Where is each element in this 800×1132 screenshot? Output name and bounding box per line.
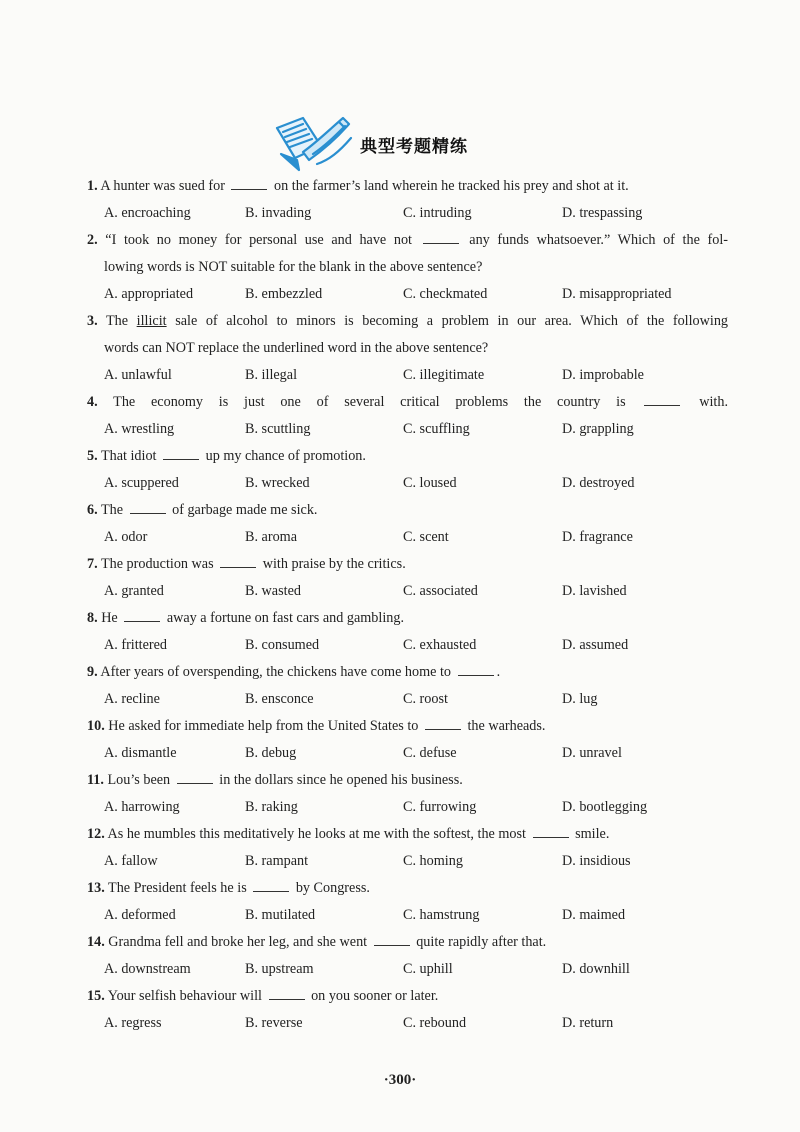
stem-text-before: The [100, 502, 123, 518]
answer-blank [425, 717, 461, 730]
stem-text-after: quite rapidly after that. [416, 934, 547, 950]
question-item [0, 443, 800, 497]
option-d[interactable]: D. insidious [562, 853, 631, 869]
option-b[interactable]: B. illegal [245, 367, 298, 383]
section-header [0, 112, 800, 172]
stem-text-after: with praise by the critics. [262, 556, 406, 572]
question-number: 12. [87, 826, 105, 842]
option-c[interactable]: C. exhausted [403, 637, 477, 653]
stem-text-after: with. [699, 394, 729, 410]
question-stem-continued: words can NOT replace the underlined word in the above sentence? [104, 340, 489, 356]
question-stem [87, 551, 728, 578]
answer-blank [533, 825, 569, 838]
stem-text-before: “I took no money for personal use and have not [105, 232, 412, 248]
question-number: 8. [87, 610, 98, 626]
option-a[interactable]: A. recline [104, 691, 160, 707]
option-row [0, 794, 800, 821]
question-item [0, 227, 800, 308]
option-d[interactable]: D. assumed [562, 637, 629, 653]
stem-text-after: on you sooner or later. [311, 988, 439, 1004]
option-a[interactable]: A. encroaching [104, 205, 191, 221]
stem-text-before: That idiot [100, 448, 157, 464]
option-d[interactable]: D. lug [562, 691, 598, 707]
page-number: ·300· [383, 1072, 417, 1088]
option-row [0, 470, 800, 497]
option-b[interactable]: B. scuttling [245, 421, 311, 437]
stem-text-before: A hunter was sued for [100, 178, 225, 194]
answer-blank [644, 393, 680, 406]
option-row [0, 740, 800, 767]
option-a[interactable]: A. wrestling [104, 421, 175, 437]
stem-text-after: smile. [575, 826, 610, 842]
stem-text-before: As he mumbles this meditatively he looks at me with the softest, the most [107, 826, 526, 842]
question-item [0, 389, 800, 443]
option-b[interactable]: B. reverse [245, 1015, 303, 1031]
option-row [0, 1010, 800, 1037]
answer-blank [231, 177, 267, 190]
option-row [0, 632, 800, 659]
stem-text-before: After years of overspending, the chickens have come home to [100, 664, 452, 680]
question-number: 9. [87, 664, 98, 680]
option-a[interactable]: A. scuppered [104, 475, 179, 491]
question-stem [87, 497, 728, 524]
question-stem [87, 983, 728, 1010]
question-item [0, 875, 800, 929]
option-d[interactable]: D. trespassing [562, 205, 643, 221]
stem-text-after: the warheads. [467, 718, 546, 734]
stem-text-after: any funds whatsoever.” Which of the fol- [469, 232, 728, 248]
option-d[interactable]: D. improbable [562, 367, 644, 383]
option-d[interactable]: D. return [562, 1015, 614, 1031]
option-b[interactable]: B. aroma [245, 529, 298, 545]
option-a[interactable]: A. harrowing [104, 799, 180, 815]
option-d[interactable]: D. downhill [562, 961, 630, 977]
option-row [0, 281, 800, 308]
question-number: 1. [87, 178, 98, 194]
option-b[interactable]: B. embezzled [245, 286, 323, 302]
stem-text-after: in the dollars since he opened his business. [219, 772, 463, 788]
answer-blank [163, 447, 199, 460]
question-item [0, 929, 800, 983]
question-item [0, 551, 800, 605]
question-stem [87, 308, 728, 335]
option-b[interactable]: B. rampant [245, 853, 309, 869]
question-stem-continued: lowing words is NOT suitable for the blank in the above sentence? [104, 259, 483, 275]
answer-blank [423, 231, 459, 244]
stem-text-after: away a fortune on fast cars and gambling. [166, 610, 404, 626]
question-stem [87, 173, 728, 200]
question-list [0, 173, 800, 1037]
question-item [0, 713, 800, 767]
option-c[interactable]: C. rebound [403, 1015, 467, 1031]
stem-text-before: The President feels he is [108, 880, 247, 896]
stem-text-before: Lou’s been [107, 772, 171, 788]
option-d[interactable]: D. maimed [562, 907, 626, 923]
question-stem [87, 227, 728, 254]
stem-text-before: He [101, 610, 118, 626]
question-item [0, 308, 800, 389]
stem-text-after: sale of alcohol to minors is becoming a problem in our area. Which of the following [175, 313, 729, 329]
option-b[interactable]: B. invading [245, 205, 312, 221]
question-number: 10. [87, 718, 105, 734]
option-c[interactable]: C. associated [403, 583, 478, 599]
option-row [0, 524, 800, 551]
option-c[interactable]: C. checkmated [403, 286, 488, 302]
option-c[interactable]: C. uphill [403, 961, 453, 977]
question-number: 14. [87, 934, 105, 950]
option-c[interactable]: C. roost [403, 691, 448, 707]
option-d[interactable]: D. grappling [562, 421, 634, 437]
question-item [0, 821, 800, 875]
question-item [0, 497, 800, 551]
stem-text-before: He asked for immediate help from the United States to [108, 718, 419, 734]
question-stem [87, 605, 728, 632]
question-number: 7. [87, 556, 98, 572]
option-row [0, 200, 800, 227]
stem-text-after: on the farmer’s land wherein he tracked his prey and shot at it. [274, 178, 629, 194]
option-row [0, 848, 800, 875]
stem-text-before: The production was [100, 556, 214, 572]
option-a[interactable]: A. unlawful [104, 367, 172, 383]
question-item [0, 173, 800, 227]
option-a[interactable]: A. dismantle [104, 745, 177, 761]
answer-blank [130, 501, 166, 514]
option-b[interactable]: B. debug [245, 745, 297, 761]
stem-text-before: The economy is just one of several critical problems the country is [113, 394, 626, 410]
answer-blank [177, 771, 213, 784]
question-stem [87, 875, 728, 902]
option-c[interactable]: C. hamstrung [403, 907, 480, 923]
option-row [0, 362, 800, 389]
option-a[interactable]: A. downstream [104, 961, 191, 977]
option-b[interactable]: B. consumed [245, 637, 320, 653]
option-b[interactable]: B. mutilated [245, 907, 316, 923]
question-stem [87, 713, 728, 740]
question-number: 2. [87, 232, 98, 248]
question-number: 5. [87, 448, 98, 464]
option-row [0, 956, 800, 983]
stem-text-after: . [496, 664, 501, 680]
question-stem [87, 767, 728, 794]
option-a[interactable]: A. deformed [104, 907, 176, 923]
question-number: 15. [87, 988, 105, 1004]
option-c[interactable]: C. homing [403, 853, 463, 869]
option-row [0, 416, 800, 443]
question-stem [87, 929, 728, 956]
stem-text-before: The [105, 313, 129, 329]
stem-text-after: of garbage made me sick. [172, 502, 318, 518]
option-d[interactable]: D. destroyed [562, 475, 635, 491]
option-c[interactable]: C. loused [403, 475, 457, 491]
option-a[interactable]: A. regress [104, 1015, 162, 1031]
option-row [0, 902, 800, 929]
answer-blank [374, 933, 410, 946]
answer-blank [458, 663, 494, 676]
question-number: 13. [87, 880, 105, 896]
option-a[interactable]: A. fallow [104, 853, 158, 869]
option-c[interactable]: C. illegitimate [403, 367, 485, 383]
option-c[interactable]: C. scuffling [403, 421, 470, 437]
question-number: 3. [87, 313, 98, 329]
option-d[interactable]: D. misappropriated [562, 286, 672, 302]
option-b[interactable]: B. ensconce [245, 691, 314, 707]
option-a[interactable]: A. odor [104, 529, 148, 545]
option-a[interactable]: A. frittered [104, 637, 168, 653]
option-a[interactable]: A. appropriated [104, 286, 194, 302]
option-c[interactable]: C. scent [403, 529, 449, 545]
question-item [0, 983, 800, 1037]
option-b[interactable]: B. upstream [245, 961, 314, 977]
question-stem [87, 443, 728, 470]
option-c[interactable]: C. furrowing [403, 799, 477, 815]
answer-blank [124, 609, 160, 622]
option-b[interactable]: B. wasted [245, 583, 301, 599]
question-stem [87, 389, 728, 416]
question-number: 6. [87, 502, 98, 518]
underlined-word: illicit [136, 313, 167, 329]
option-d[interactable]: D. lavished [562, 583, 627, 599]
stem-text-after: by Congress. [295, 880, 370, 896]
question-number: 4. [87, 394, 98, 410]
option-d[interactable]: D. unravel [562, 745, 622, 761]
question-item [0, 659, 800, 713]
option-a[interactable]: A. granted [104, 583, 164, 599]
option-b[interactable]: B. wrecked [245, 475, 310, 491]
option-c[interactable]: C. defuse [403, 745, 457, 761]
answer-blank [269, 987, 305, 1000]
question-stem [87, 821, 728, 848]
answer-blank [220, 555, 256, 568]
option-b[interactable]: B. raking [245, 799, 298, 815]
option-row [0, 578, 800, 605]
option-c[interactable]: C. intruding [403, 205, 472, 221]
question-stem [87, 659, 728, 686]
question-item [0, 605, 800, 659]
stem-text-before: Grandma fell and broke her leg, and she went [108, 934, 368, 950]
question-number: 11. [87, 772, 104, 788]
option-row [0, 686, 800, 713]
stem-text-after: up my chance of promotion. [205, 448, 366, 464]
option-d[interactable]: D. fragrance [562, 529, 633, 545]
section-title: 典型考题精练 [360, 137, 468, 157]
answer-blank [253, 879, 289, 892]
question-item [0, 767, 800, 821]
pen-paper-logo-icon [273, 112, 355, 172]
option-d[interactable]: D. bootlegging [562, 799, 648, 815]
stem-text-before: Your selfish behaviour will [107, 988, 262, 1004]
